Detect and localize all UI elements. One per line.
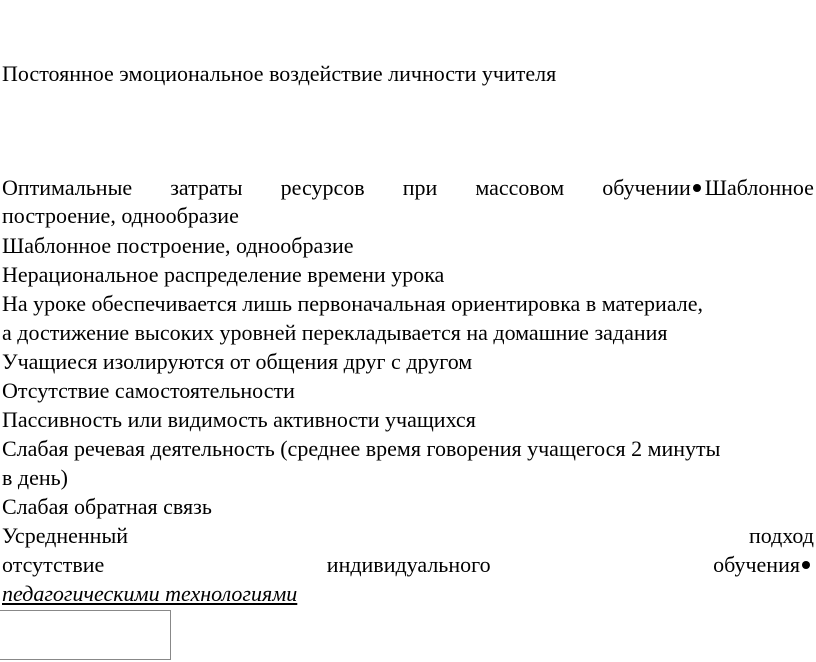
empty-box <box>0 610 171 660</box>
list-item: На уроке обеспечивается лишь первоначальная ориентировка в материале, <box>2 291 704 316</box>
word: Шаблонное <box>704 175 814 200</box>
list-item: а достижение высоких уровней перекладывается на домашние задания <box>2 320 668 345</box>
list-item: Слабая речевая деятельность (среднее время говорения учащегося 2 минуты <box>2 436 721 461</box>
bullet-icon <box>802 561 810 569</box>
list-item: Учащиеся изолируются от общения друг с другом <box>2 349 473 374</box>
word-with-bullet <box>713 551 814 579</box>
word: при <box>402 175 438 200</box>
word: ресурсов <box>280 175 365 200</box>
list-item: Нерациональное распределение времени урока <box>2 262 445 287</box>
list-item: в день) <box>2 465 68 490</box>
heading: Постоянное эмоциональное воздействие личности учителя <box>2 61 557 86</box>
word: обучения <box>713 552 800 577</box>
technologies-link[interactable]: педагогическими технологиями <box>2 581 298 606</box>
bullet-icon <box>693 184 701 192</box>
word: затраты <box>170 175 243 200</box>
word: отсутствие <box>2 552 105 577</box>
word: индивидуального <box>326 552 491 577</box>
word: подход <box>748 523 814 548</box>
list-item: Пассивность или видимость активности учащихся <box>2 407 476 432</box>
line-1-continuation: построение, однообразие <box>2 203 239 228</box>
word-with-bullet <box>602 174 814 202</box>
word: массовом <box>475 175 565 200</box>
list-item: Шаблонное построение, однообразие <box>2 233 354 258</box>
list-item: Слабая обратная связь <box>2 494 212 519</box>
word: обучении <box>602 175 691 200</box>
line-average-approach <box>2 522 814 550</box>
word: Оптимальные <box>2 175 133 200</box>
line-1 <box>2 174 814 202</box>
word: Усредненный <box>2 523 129 548</box>
line-individual <box>2 551 814 579</box>
list-item: Отсутствие самостоятельности <box>2 378 295 403</box>
link-line <box>2 580 814 608</box>
